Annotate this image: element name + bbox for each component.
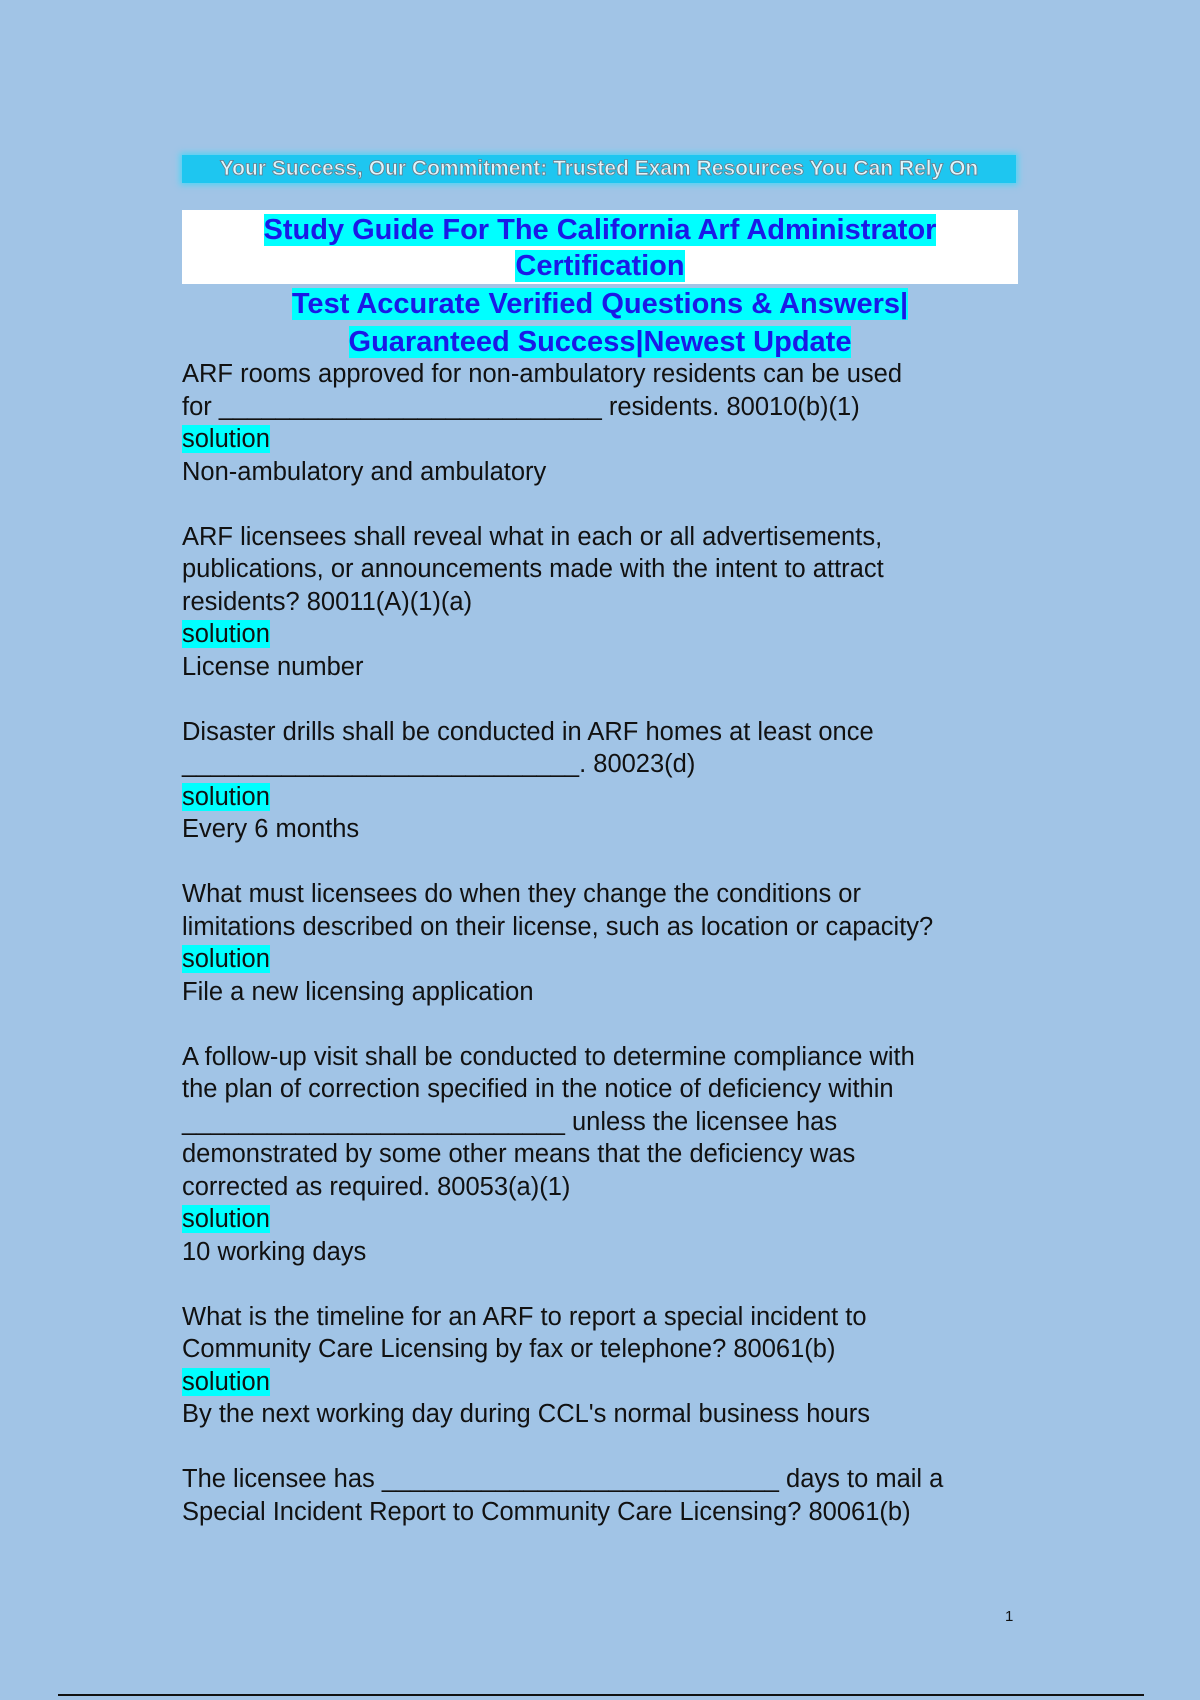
question-line: Community Care Licensing by fax or telephone? 80061(b) [182, 1335, 836, 1363]
question-line: corrected as required. 80053(a)(1) [182, 1172, 571, 1201]
question-line: demonstrated by some other means that the deficiency was [182, 1140, 856, 1168]
footer-divider [58, 1694, 1144, 1696]
question-line: A follow-up visit shall be conducted to determine compliance with [182, 1042, 915, 1071]
question-line: What is the timeline for an ARF to report a special incident to [182, 1302, 867, 1331]
answer-text: 10 working days [182, 1237, 367, 1266]
title-line-4: Guaranteed Success|Newest Update [348, 326, 852, 358]
question-line: Special Incident Report to Community Care Licensing? 80061(b) [182, 1497, 911, 1526]
qa-item [182, 358, 1032, 488]
qa-item [182, 716, 1032, 846]
promo-banner: Your Success, Our Commitment: Trusted Exam Resources You Can Rely On [182, 155, 1016, 183]
question-line: residents? 80011(A)(1)(a) [182, 587, 473, 616]
solution-label: solution [182, 1367, 270, 1396]
document-title [182, 210, 1018, 361]
question-line: ___________________________ unless the licensee has [182, 1107, 838, 1136]
question-line: ARF licensees shall reveal what in each or all advertisements, [182, 522, 883, 551]
qa-item [182, 1301, 1032, 1431]
solution-label: solution [182, 1205, 270, 1233]
question-line: Disaster drills shall be conducted in ARF homes at least once [182, 717, 874, 746]
question-line: for ___________________________ residents. 80010(b)(1) [182, 392, 860, 421]
qa-content [182, 358, 1032, 1561]
answer-text: File a new licensing application [182, 977, 534, 1006]
title-subtitle [182, 285, 1018, 361]
solution-label: solution [182, 782, 270, 811]
solution-label: solution [182, 620, 270, 648]
qa-item [182, 521, 1032, 684]
question-line: the plan of correction specified in the notice of deficiency within [182, 1075, 894, 1103]
page-number: 1 [1005, 1608, 1014, 1625]
answer-text: Non-ambulatory and ambulatory [182, 457, 547, 486]
question-line: The licensee has ____________________________ days to mail a [182, 1465, 944, 1493]
title-line-1: Study Guide For The California Arf Administrator [263, 214, 937, 246]
question-line: What must licensees do when they change the conditions or [182, 880, 861, 908]
qa-item [182, 878, 1032, 1008]
answer-text: License number [182, 652, 364, 681]
qa-item [182, 1041, 1032, 1269]
title-line-2: Certification [515, 250, 685, 282]
solution-label: solution [182, 425, 270, 453]
question-line: limitations described on their license, such as location or capacity? [182, 912, 934, 941]
question-line: ARF rooms approved for non-ambulatory residents can be used [182, 360, 903, 388]
question-line: ____________________________. 80023(d) [182, 750, 696, 778]
title-line-3: Test Accurate Verified Questions & Answers| [291, 288, 909, 320]
answer-text: By the next working day during CCL's normal business hours [182, 1400, 871, 1428]
answer-text: Every 6 months [182, 815, 360, 843]
title-white-box [182, 210, 1018, 284]
qa-item-last [182, 1463, 1032, 1528]
solution-label: solution [182, 945, 270, 973]
question-line: publications, or announcements made with the intent to attract [182, 555, 884, 583]
